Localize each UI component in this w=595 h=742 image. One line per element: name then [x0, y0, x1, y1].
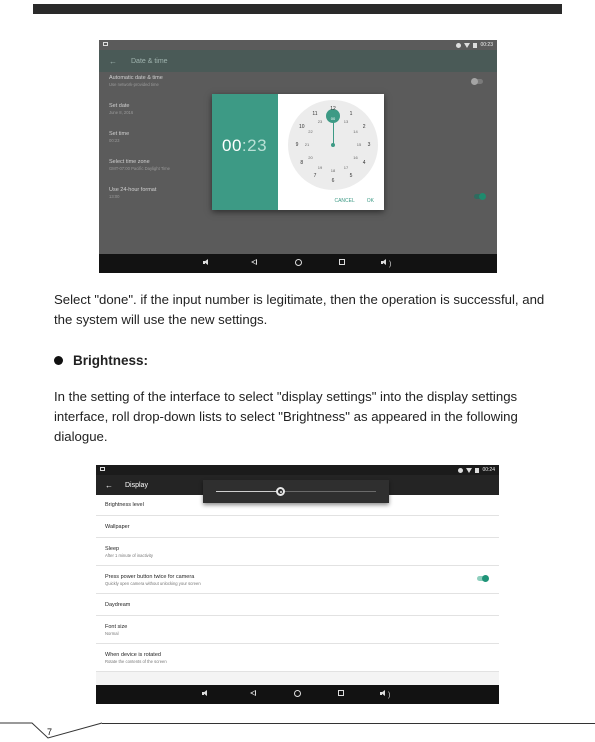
item-title: When device is rotated — [105, 652, 161, 658]
header-rule — [33, 4, 562, 14]
clock-number[interactable]: 7 — [313, 173, 317, 180]
time-display — [222, 136, 267, 156]
time-picker-dialog — [212, 94, 384, 210]
clock-number-inner[interactable]: 15 — [356, 142, 362, 147]
volume-up-icon[interactable]: ) — [380, 690, 390, 699]
clock-number-inner[interactable]: 17 — [343, 164, 349, 170]
item-subtitle: After 1 minute of inactivity — [105, 553, 153, 558]
brightness-thumb[interactable] — [276, 487, 285, 496]
notification-icon — [103, 42, 108, 46]
notification-icon — [100, 467, 105, 471]
settings-list — [96, 495, 499, 672]
toolbar-title: Display — [125, 481, 148, 489]
wifi-icon — [466, 468, 472, 473]
clock-number[interactable]: 1 — [349, 110, 353, 117]
battery-icon — [473, 43, 477, 48]
clock-number-inner[interactable]: 22 — [308, 129, 313, 134]
recents-icon[interactable] — [338, 690, 344, 699]
item-title: Automatic date & time — [109, 75, 163, 81]
back-arrow-icon[interactable]: ← — [109, 56, 117, 66]
ok-button[interactable]: OK — [366, 198, 374, 204]
auto-time-toggle[interactable] — [472, 79, 483, 84]
back-icon[interactable] — [251, 259, 257, 268]
brightness-fill — [216, 491, 280, 492]
item-subtitle: Use network-provided time — [109, 82, 159, 87]
clock-center — [331, 143, 335, 147]
minute-display[interactable]: 23 — [247, 136, 268, 155]
clock-number[interactable]: 2 — [362, 124, 366, 130]
clock-face[interactable] — [288, 100, 378, 190]
paragraph-brightness: In the setting of the interface to select "display settings" into the display settings interface, roll drop-down lists to select "Brightness" as appeared in the following dialogue. — [54, 389, 518, 444]
clock-number[interactable]: 11 — [312, 110, 318, 117]
wifi-icon — [464, 43, 470, 48]
list-item[interactable] — [96, 566, 499, 594]
back-icon[interactable] — [250, 690, 256, 699]
toolbar-title: Date & time — [131, 57, 168, 65]
item-subtitle: Quickly open camera without unlocking your screen — [105, 581, 201, 586]
date-time-screenshot — [99, 40, 497, 273]
item-title: Use 24-hour format — [109, 187, 157, 193]
clock-number-inner[interactable]: 13 — [343, 119, 349, 125]
footer-rule — [102, 723, 595, 724]
item-title: Press power button twice for camera — [105, 574, 195, 580]
status-bar — [96, 465, 499, 475]
list-item[interactable] — [96, 594, 499, 616]
list-item[interactable] — [96, 538, 499, 566]
24-hour-toggle[interactable] — [474, 194, 485, 199]
list-item[interactable] — [96, 516, 499, 538]
volume-down-icon[interactable] — [202, 690, 210, 699]
heading-text: Brightness: — [73, 353, 149, 368]
footer-notch — [0, 718, 110, 742]
list-item[interactable] — [96, 644, 499, 672]
time-header — [212, 94, 278, 210]
section-heading — [54, 353, 148, 368]
item-title: Font size — [105, 624, 128, 630]
cancel-button[interactable]: CANCEL — [334, 198, 355, 204]
item-subtitle: Normal — [105, 631, 119, 636]
item-title: Daydream — [105, 602, 131, 608]
clock-number[interactable]: 5 — [349, 173, 353, 180]
item-title: Brightness level — [105, 502, 144, 508]
clock-number-inner[interactable]: 00 — [330, 116, 336, 121]
sync-icon — [458, 468, 463, 473]
clock-number[interactable]: 8 — [300, 160, 304, 166]
page-number: 7 — [47, 727, 53, 737]
list-item[interactable] — [96, 616, 499, 644]
clock-number-inner[interactable]: 14 — [353, 129, 358, 134]
sync-icon — [456, 43, 461, 48]
home-icon[interactable] — [295, 259, 302, 268]
volume-up-icon[interactable]: ) — [381, 259, 391, 268]
camera-toggle[interactable] — [477, 576, 488, 581]
item-title: Select time zone — [109, 159, 150, 165]
clock-number[interactable]: 6 — [331, 178, 335, 184]
hour-display[interactable]: 00 — [222, 136, 242, 155]
back-arrow-icon[interactable]: ← — [105, 480, 113, 490]
status-time: 00:24 — [482, 467, 495, 473]
item-title: Set time — [109, 131, 130, 137]
bullet-icon — [54, 356, 63, 365]
navigation-bar — [99, 254, 497, 273]
clock-number-inner[interactable]: 16 — [353, 155, 358, 160]
status-time: 00:23 — [480, 42, 493, 48]
clock-number-inner[interactable]: 20 — [308, 155, 313, 160]
toolbar — [99, 50, 497, 72]
battery-icon — [475, 468, 479, 473]
status-bar — [99, 40, 497, 50]
home-icon[interactable] — [294, 690, 301, 699]
navigation-bar — [96, 685, 499, 704]
recents-icon[interactable] — [339, 259, 345, 268]
clock-number[interactable]: 10 — [299, 124, 305, 130]
item-title: Sleep — [105, 546, 120, 552]
volume-down-icon[interactable] — [203, 259, 211, 268]
item-title: Wallpaper — [105, 524, 130, 530]
clock-number[interactable]: 9 — [295, 142, 299, 148]
clock-number[interactable]: 4 — [362, 160, 366, 166]
item-subtitle: June 8, 2016 — [109, 110, 134, 115]
item-title: Set date — [109, 103, 130, 109]
clock-number-inner[interactable]: 18 — [330, 168, 336, 173]
clock-number[interactable]: 12 — [330, 106, 336, 112]
clock-number-inner[interactable]: 19 — [317, 164, 323, 170]
item-subtitle: 13:00 — [109, 194, 120, 199]
time-separator: : — [241, 136, 248, 155]
item-subtitle: GMT-07:00 Pacific Daylight Time — [109, 166, 170, 171]
brightness-dialog — [203, 480, 389, 503]
item-subtitle: Rotate the contents of the screen — [105, 659, 167, 664]
clock-number-inner[interactable]: 21 — [304, 142, 310, 147]
paragraph-done: Select "done". if the input number is legitimate, then the operation is successful, and the system will use the new settings. — [54, 292, 545, 327]
item-subtitle: 00:23 — [109, 138, 120, 143]
display-screenshot — [96, 465, 499, 704]
clock-number[interactable]: 3 — [367, 142, 371, 148]
clock-number-inner[interactable]: 23 — [317, 119, 323, 125]
